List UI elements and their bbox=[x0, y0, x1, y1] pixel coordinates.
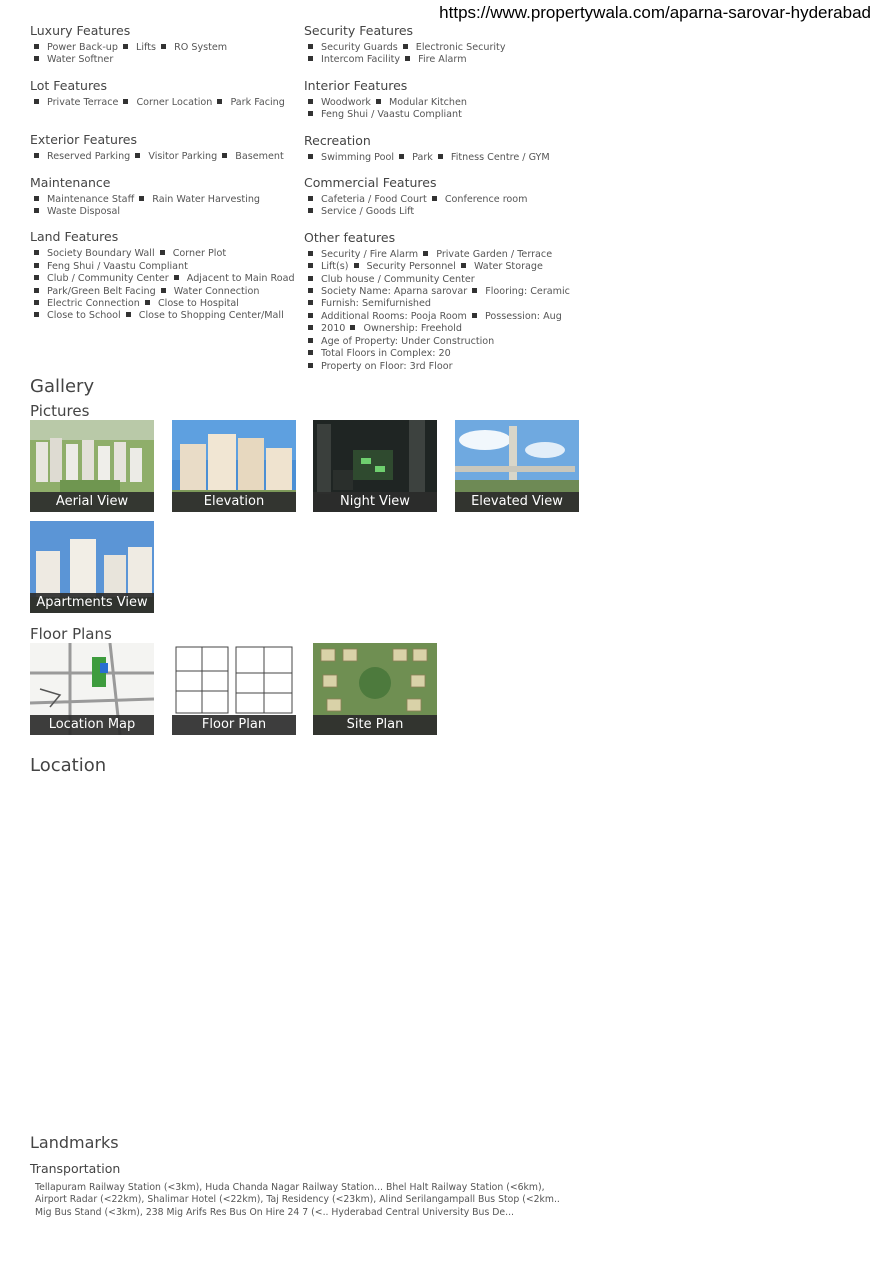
feature-line bbox=[306, 194, 574, 206]
feature-item: Close to School bbox=[47, 310, 121, 322]
bullet-icon bbox=[34, 263, 39, 268]
bullet-icon bbox=[34, 208, 39, 213]
feature-section-interior-features bbox=[304, 77, 574, 122]
landmarks-heading: Landmarks bbox=[30, 1133, 119, 1152]
feature-item: Swimming Pool bbox=[321, 151, 395, 163]
feature-section-land-features bbox=[30, 228, 300, 322]
feature-section-commercial-features bbox=[304, 174, 574, 219]
feature-section-title: Security Features bbox=[304, 23, 414, 38]
feature-section-other-features bbox=[304, 229, 574, 373]
bullet-icon bbox=[308, 363, 313, 368]
feature-item: Water Connection bbox=[173, 285, 260, 297]
feature-line bbox=[32, 310, 300, 322]
feature-item: Feng Shui / Vaastu Compliant bbox=[47, 260, 188, 272]
feature-list bbox=[30, 151, 300, 163]
feature-item: Close to Shopping Center/Mall bbox=[138, 310, 284, 322]
feature-list bbox=[304, 152, 574, 164]
bullet-icon bbox=[34, 312, 39, 317]
feature-section-maintenance bbox=[30, 174, 300, 219]
bullet-icon bbox=[472, 288, 477, 293]
feature-item: Lift(s) bbox=[321, 261, 349, 273]
bullet-icon bbox=[34, 275, 39, 280]
feature-line bbox=[306, 109, 574, 121]
feature-section-lot-features bbox=[30, 77, 300, 109]
picture-aerial-view[interactable] bbox=[30, 420, 154, 512]
feature-section-title: Luxury Features bbox=[30, 23, 131, 38]
bullet-icon bbox=[222, 153, 227, 158]
feature-item: Corner Location bbox=[136, 96, 213, 108]
feature-item: Reserved Parking bbox=[47, 151, 131, 163]
feature-item: Society Boundary Wall bbox=[47, 248, 155, 260]
picture-caption: Apartments View bbox=[30, 593, 154, 613]
bullet-icon bbox=[308, 288, 313, 293]
feature-item: Modular Kitchen bbox=[389, 96, 467, 108]
bullet-icon bbox=[161, 44, 166, 49]
bullet-icon bbox=[174, 275, 179, 280]
feature-list bbox=[304, 194, 574, 219]
bullet-icon bbox=[432, 196, 437, 201]
bullet-icon bbox=[438, 154, 443, 159]
floor-plan-location-map[interactable] bbox=[30, 643, 154, 735]
feature-line bbox=[306, 249, 574, 261]
feature-list bbox=[30, 42, 300, 67]
feature-item: Property on Floor: 3rd Floor bbox=[321, 360, 453, 372]
feature-line bbox=[306, 152, 574, 164]
feature-line bbox=[306, 274, 574, 286]
transportation-heading: Transportation bbox=[30, 1161, 121, 1176]
feature-list bbox=[30, 194, 300, 219]
bullet-icon bbox=[308, 338, 313, 343]
feature-item: Flooring: Ceramic bbox=[485, 286, 570, 298]
feature-line bbox=[32, 273, 300, 285]
page-url: https://www.propertywala.com/aparna-sarovar-hyderabad bbox=[439, 3, 871, 22]
bullet-icon bbox=[308, 313, 313, 318]
feature-item: Club house / Community Center bbox=[321, 273, 475, 285]
feature-line bbox=[32, 261, 300, 273]
bullet-icon bbox=[161, 288, 166, 293]
feature-list bbox=[30, 97, 300, 109]
bullet-icon bbox=[472, 313, 477, 318]
feature-line bbox=[32, 206, 300, 218]
feature-item: Park Facing bbox=[230, 96, 285, 108]
picture-caption: Night View bbox=[313, 492, 437, 512]
bullet-icon bbox=[350, 325, 355, 330]
feature-line bbox=[306, 323, 574, 335]
feature-list bbox=[304, 97, 574, 122]
feature-item: Private Garden / Terrace bbox=[436, 248, 553, 260]
bullet-icon bbox=[139, 196, 144, 201]
picture-caption: Elevated View bbox=[455, 492, 579, 512]
feature-item: Furnish: Semifurnished bbox=[321, 298, 432, 310]
features-left-column bbox=[30, 22, 300, 323]
feature-line bbox=[32, 194, 300, 206]
bullet-icon bbox=[135, 153, 140, 158]
bullet-icon bbox=[123, 99, 128, 104]
feature-item: Waste Disposal bbox=[47, 206, 121, 218]
feature-section-exterior-features bbox=[30, 131, 300, 163]
bullet-icon bbox=[405, 56, 410, 61]
feature-line bbox=[306, 97, 574, 109]
feature-line bbox=[306, 311, 574, 323]
feature-line bbox=[306, 361, 574, 373]
picture-apartments-view[interactable] bbox=[30, 521, 154, 613]
feature-line bbox=[32, 286, 300, 298]
feature-item: Cafeteria / Food Court bbox=[321, 194, 427, 206]
picture-elevation[interactable] bbox=[172, 420, 296, 512]
feature-section-security-features bbox=[304, 22, 574, 67]
feature-item: Close to Hospital bbox=[157, 298, 239, 310]
location-heading: Location bbox=[30, 755, 107, 776]
bullet-icon bbox=[308, 263, 313, 268]
feature-item: Security Guards bbox=[321, 42, 398, 53]
feature-section-title: Land Features bbox=[30, 229, 119, 245]
feature-item: Woodwork bbox=[321, 96, 371, 108]
feature-line bbox=[306, 286, 574, 298]
bullet-icon bbox=[308, 56, 313, 61]
bullet-icon bbox=[34, 56, 39, 61]
feature-item: Intercom Facility bbox=[321, 54, 401, 66]
feature-line bbox=[306, 298, 574, 310]
bullet-icon bbox=[123, 44, 128, 49]
pictures-heading: Pictures bbox=[30, 402, 90, 420]
feature-item: Electric Connection bbox=[47, 298, 140, 310]
picture-night-view[interactable] bbox=[313, 420, 437, 512]
bullet-icon bbox=[399, 154, 404, 159]
feature-line bbox=[32, 298, 300, 310]
feature-section-luxury-features bbox=[30, 22, 300, 67]
bullet-icon bbox=[461, 263, 466, 268]
feature-item: Power Back-up bbox=[47, 42, 118, 53]
feature-item: Total Floors in Complex: 20 bbox=[321, 348, 451, 360]
feature-item: Rain Water Harvesting bbox=[152, 193, 261, 205]
feature-item: Ownership: Freehold bbox=[363, 323, 462, 335]
feature-line bbox=[306, 348, 574, 360]
feature-item: Possession: Aug bbox=[484, 310, 562, 322]
bullet-icon bbox=[308, 154, 313, 159]
feature-item: Visitor Parking bbox=[148, 151, 218, 163]
feature-line bbox=[32, 54, 300, 66]
feature-item: Water Storage bbox=[473, 261, 543, 273]
feature-item: Electronic Security bbox=[415, 42, 506, 53]
feature-line bbox=[306, 42, 574, 54]
feature-item: Park/Green Belt Facing bbox=[47, 285, 156, 297]
feature-item: Club / Community Center bbox=[47, 273, 169, 285]
feature-item: Lifts bbox=[136, 42, 157, 53]
feature-line bbox=[306, 336, 574, 348]
floor-plan-site-plan[interactable] bbox=[313, 643, 437, 735]
bullet-icon bbox=[308, 111, 313, 116]
feature-item: Adjacent to Main Road bbox=[186, 273, 295, 285]
feature-section-title: Other features bbox=[304, 229, 396, 245]
feature-section-title: Recreation bbox=[304, 132, 371, 148]
transportation-list: Tellapuram Railway Station (<3km), Huda Chanda Nagar Railway Station... Bhel Halt Railway Station (<6km), Airport Radar (<22km), Shalimar Hotel (<22km), Taj Residency (<23km), Alind Serilangampall Bus Stop (<2km.. Mig Bus Stand (<3km), 238 Mig Arifs Res Bus On Hire 24 7 (<.. Hyderabad Central University Bus De... bbox=[35, 1182, 560, 1218]
feature-line bbox=[32, 97, 300, 109]
floor-plans-heading: Floor Plans bbox=[30, 625, 112, 643]
feature-line bbox=[32, 42, 300, 54]
feature-item: Security / Fire Alarm bbox=[321, 248, 419, 260]
bullet-icon bbox=[160, 250, 165, 255]
feature-item: Basement bbox=[235, 151, 284, 163]
floor-plan-caption: Floor Plan bbox=[172, 715, 296, 735]
bullet-icon bbox=[34, 250, 39, 255]
feature-item: RO System bbox=[174, 42, 228, 53]
bullet-icon bbox=[354, 263, 359, 268]
feature-line bbox=[32, 151, 300, 163]
floor-plan-caption: Location Map bbox=[30, 715, 154, 735]
feature-section-title: Maintenance bbox=[30, 174, 111, 190]
feature-item: Security Personnel bbox=[366, 261, 456, 273]
features-right-column bbox=[304, 22, 574, 373]
bullet-icon bbox=[34, 288, 39, 293]
bullet-icon bbox=[376, 99, 381, 104]
bullet-icon bbox=[308, 99, 313, 104]
bullet-icon bbox=[34, 153, 39, 158]
bullet-icon bbox=[34, 99, 39, 104]
feature-item: 2010 bbox=[321, 323, 346, 335]
feature-item: Water Softner bbox=[47, 54, 114, 66]
bullet-icon bbox=[308, 44, 313, 49]
feature-list bbox=[30, 248, 300, 322]
picture-elevated-view[interactable] bbox=[455, 420, 579, 512]
feature-line bbox=[32, 248, 300, 260]
feature-item: Park bbox=[412, 151, 433, 163]
feature-line bbox=[306, 54, 574, 66]
bullet-icon bbox=[308, 276, 313, 281]
feature-item: Service / Goods Lift bbox=[321, 206, 415, 218]
bullet-icon bbox=[308, 251, 313, 256]
bullet-icon bbox=[308, 300, 313, 305]
bullet-icon bbox=[34, 196, 39, 201]
feature-item: Private Terrace bbox=[47, 96, 119, 108]
bullet-icon bbox=[423, 251, 428, 256]
bullet-icon bbox=[308, 350, 313, 355]
bullet-icon bbox=[145, 300, 150, 305]
bullet-icon bbox=[308, 208, 313, 213]
feature-section-recreation bbox=[304, 132, 574, 164]
bullet-icon bbox=[34, 300, 39, 305]
bullet-icon bbox=[34, 44, 39, 49]
bullet-icon bbox=[126, 312, 131, 317]
picture-caption: Aerial View bbox=[30, 492, 154, 512]
feature-item: Society Name: Aparna sarovar bbox=[321, 286, 468, 298]
floor-plan-caption: Site Plan bbox=[313, 715, 437, 735]
feature-item: Feng Shui / Vaastu Compliant bbox=[321, 109, 462, 121]
feature-list bbox=[304, 42, 574, 67]
feature-section-title: Exterior Features bbox=[30, 132, 138, 148]
feature-line bbox=[306, 206, 574, 218]
feature-item: Conference room bbox=[444, 194, 528, 206]
bullet-icon bbox=[403, 44, 408, 49]
gallery-heading: Gallery bbox=[30, 376, 95, 397]
feature-line bbox=[306, 261, 574, 273]
feature-section-title: Commercial Features bbox=[304, 175, 437, 191]
picture-caption: Elevation bbox=[172, 492, 296, 512]
feature-item: Age of Property: Under Construction bbox=[321, 335, 495, 347]
floor-plan-floor-plan[interactable] bbox=[172, 643, 296, 735]
bullet-icon bbox=[217, 99, 222, 104]
feature-item: Corner Plot bbox=[172, 248, 227, 260]
feature-section-title: Lot Features bbox=[30, 77, 108, 93]
bullet-icon bbox=[308, 325, 313, 330]
feature-item: Fire Alarm bbox=[418, 54, 467, 66]
feature-item: Maintenance Staff bbox=[47, 193, 135, 205]
feature-item: Fitness Centre / GYM bbox=[450, 151, 550, 163]
feature-section-title: Interior Features bbox=[304, 77, 408, 93]
bullet-icon bbox=[308, 196, 313, 201]
feature-list bbox=[304, 249, 574, 373]
feature-item: Additional Rooms: Pooja Room bbox=[321, 310, 467, 322]
